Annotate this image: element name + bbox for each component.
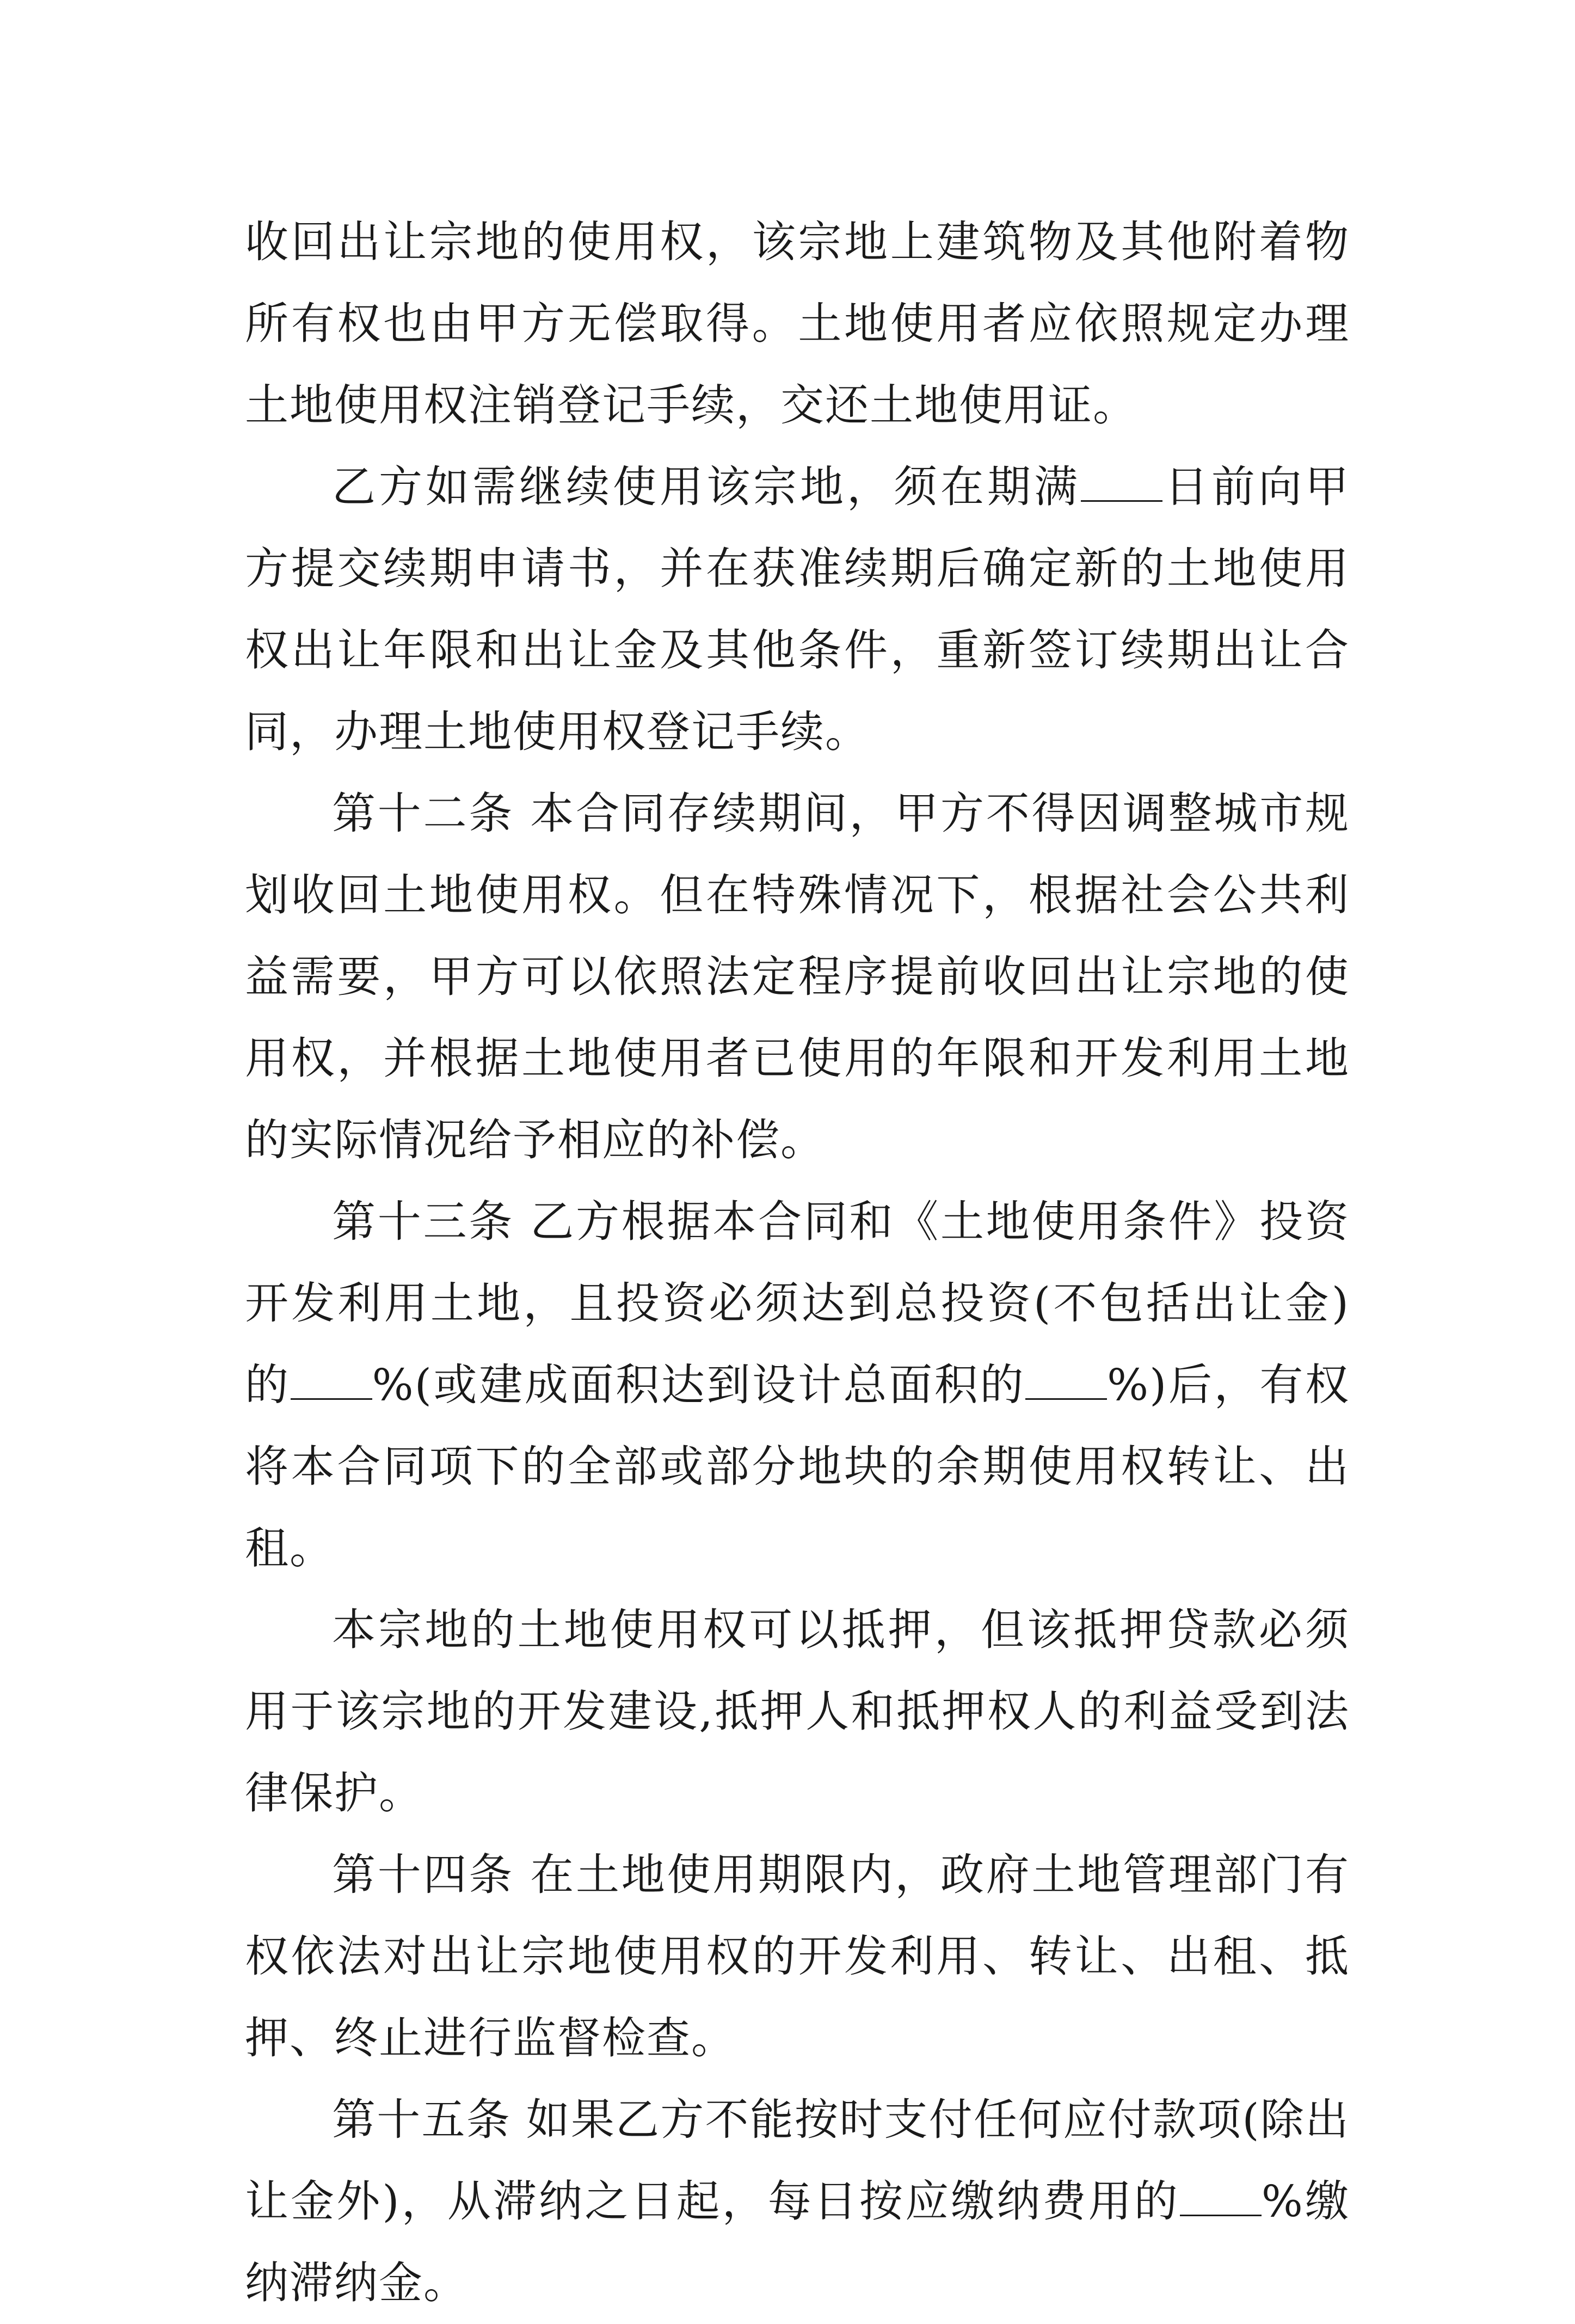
paragraph-text-before: 第十三条 乙方根据本合同和《土地使用条件》投资开发利用土地，且投资必须达到总投资(不包括出让金)的: [245, 1196, 1350, 1410]
paragraph-text-before: 第十五条 如果乙方不能按时支付任何应付款项(除出让金外)，从滞纳之日起，每日按应缴纳费用的: [245, 2094, 1350, 2227]
paragraph-text: 第十二条 本合同存续期间，甲方不得因调整城市规划收回土地使用权。但在特殊情况下，根据社会公共利益需要，甲方可以依照法定程序提前收回出让宗地的使用权，并根据土地使用者已使用的年限和开发利用土地的实际情况给予相应的补偿。: [245, 788, 1350, 1165]
paragraph-text-before: 乙方如需继续使用该宗地，须在期满: [332, 462, 1081, 512]
fill-blank-area-percent: [1025, 1355, 1107, 1400]
paragraph-article-13: [245, 1181, 1350, 1589]
paragraph-renewal: [245, 446, 1350, 773]
paragraph-article-12: [245, 773, 1350, 1181]
paragraph-mortgage: [245, 1589, 1350, 1834]
paragraph-article-15: [245, 2079, 1350, 2324]
paragraph-text: 本宗地的土地使用权可以抵押，但该抵押贷款必须用于该宗地的开发建设,抵押人和抵押权人的利益受到法律保护。: [245, 1604, 1350, 1818]
document-body: [245, 201, 1350, 2324]
paragraph-text-after: %)后，有权将本合同项下的全部或部分地块的余期使用权转让、出租。: [245, 1360, 1350, 1573]
paragraph-text: 收回出让宗地的使用权，该宗地上建筑物及其他附着物所有权也由甲方无偿取得。土地使用者应依照规定办理土地使用权注销登记手续，交还土地使用证。: [245, 217, 1350, 431]
fill-blank-investment-percent: [291, 1355, 372, 1400]
paragraph-text-middle: %(或建成面积达到设计总面积的: [372, 1360, 1026, 1410]
paragraph-land-reclaim: [245, 201, 1350, 446]
paragraph-text-after: %缴纳滞纳金。: [245, 2176, 1350, 2308]
paragraph-article-14: [245, 1834, 1350, 2079]
paragraph-text: 第十四条 在土地使用期限内，政府土地管理部门有权依法对出让宗地使用权的开发利用、转让、出租、抵押、终止进行监督检查。: [245, 1849, 1350, 2063]
paragraph-text-after: 日前向甲方提交续期申请书，并在获准续期后确定新的土地使用权出让年限和出让金及其他条件，重新签订续期出让合同，办理土地使用权登记手续。: [245, 462, 1350, 757]
fill-blank-late-fee-percent: [1180, 2171, 1262, 2216]
fill-blank-days: [1081, 457, 1162, 502]
